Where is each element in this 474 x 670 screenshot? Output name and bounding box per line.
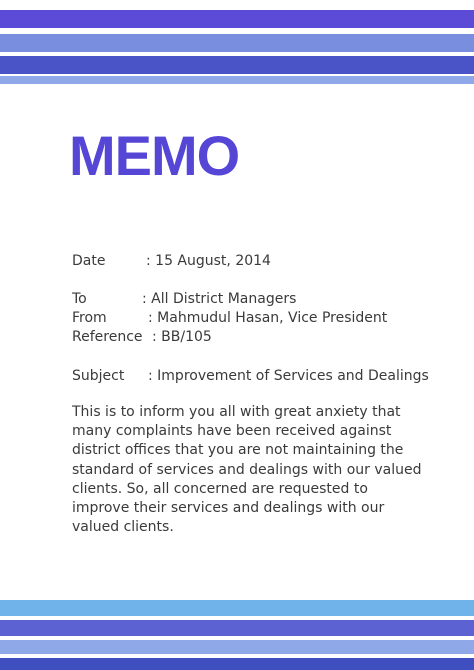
date-label: Date — [72, 253, 106, 269]
top-stripe-4 — [0, 76, 474, 84]
to-label: To — [72, 291, 87, 307]
reference-row — [72, 328, 212, 347]
bottom-stripe-2 — [0, 620, 474, 636]
to-value: : All District Managers — [142, 291, 297, 307]
memo-body: This is to inform you all with great anxiety that many complaints have been received against district offices that you are not maintaining the standard of services and dealings with our valued clients. So, all concerned are requested to improve their services and dealings with our valued clients. — [72, 404, 422, 536]
from-value: : Mahmudul Hasan, Vice President — [148, 310, 388, 326]
reference-label: Reference — [72, 329, 143, 345]
bottom-stripe-3 — [0, 640, 474, 654]
date-value: : 15 August, 2014 — [146, 253, 271, 269]
memo-title: MEMO — [69, 124, 240, 187]
from-row — [72, 309, 387, 328]
subject-label: Subject — [72, 368, 125, 384]
subject-value: : Improvement of Services and Dealings — [148, 368, 429, 384]
bottom-stripe-1 — [0, 600, 474, 616]
reference-value: : BB/105 — [152, 329, 212, 345]
top-stripe-1 — [0, 10, 474, 28]
date-row — [72, 252, 271, 271]
top-stripe-3 — [0, 56, 474, 74]
bottom-stripe-4 — [0, 658, 474, 670]
top-stripe-2 — [0, 34, 474, 52]
subject-row — [72, 367, 429, 386]
from-label: From — [72, 310, 107, 326]
to-row — [72, 290, 296, 309]
